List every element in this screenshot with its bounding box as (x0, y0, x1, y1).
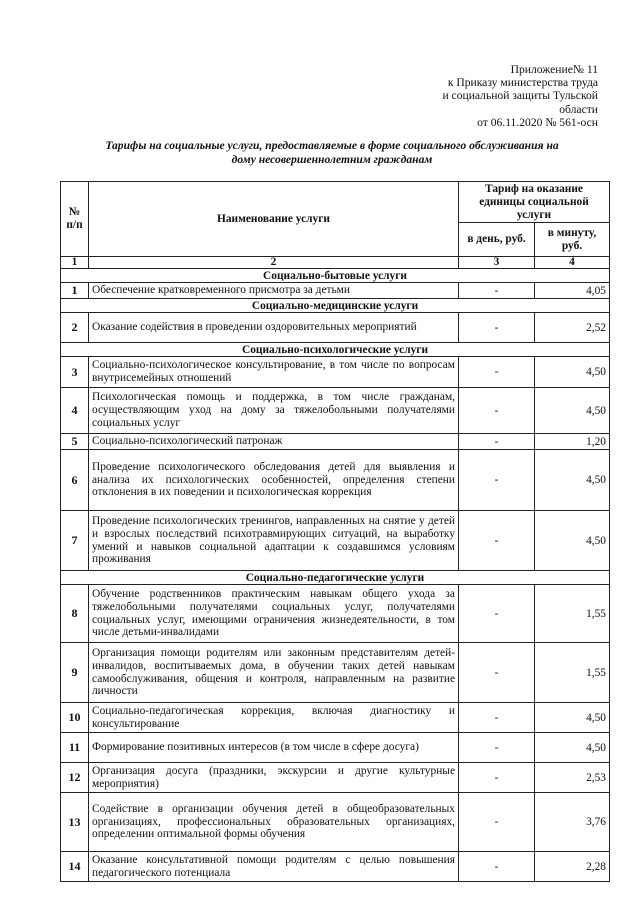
tariff-per-minute: 4,50 (535, 703, 610, 733)
row-number: 1 (61, 283, 89, 299)
row-number: 9 (61, 643, 89, 703)
column-number: 3 (459, 257, 535, 269)
tariff-per-day: - (459, 793, 535, 852)
tariff-per-minute: 1,20 (535, 434, 610, 450)
service-name: Психологическая помощь и поддержка, в том числе гражданам, осуществляющим уход на дому за тяжелобольными получателями социальных услуг (89, 388, 459, 434)
column-numbers-row (61, 257, 610, 269)
service-name: Организация досуга (праздники, экскурсии и другие культурные мероприятия) (89, 763, 459, 793)
tariff-per-day: - (459, 703, 535, 733)
header-tariff: Тариф на оказание единицы социальной услуги (459, 182, 610, 223)
header-per-minute: в минуту, руб. (535, 223, 610, 257)
row-number: 11 (61, 733, 89, 763)
row-number: 7 (61, 511, 89, 571)
tariff-per-day: - (459, 283, 535, 299)
tariff-per-day: - (459, 313, 535, 343)
table-row (61, 511, 610, 571)
table-row (61, 585, 610, 643)
column-number: 2 (89, 257, 459, 269)
section-row (61, 299, 610, 313)
section-row (61, 343, 610, 357)
tariff-per-day: - (459, 852, 535, 882)
service-name: Организация помощи родителям или законным представителям детей-инвалидов, воспитываемых дома, в обучении таких детей навыкам самообслуживания, общения и контроля, направленным на развитие личности (89, 643, 459, 703)
tariff-per-minute: 2,52 (535, 313, 610, 343)
tariff-per-minute: 3,76 (535, 793, 610, 852)
tariff-per-day: - (459, 643, 535, 703)
row-number: 10 (61, 703, 89, 733)
appendix-line: области (559, 102, 598, 116)
row-number: 2 (61, 313, 89, 343)
table-row (61, 434, 610, 450)
column-number: 4 (535, 257, 610, 269)
service-name: Социально-психологическое консультирование, в том числе по вопросам внутрисемейных отношений (89, 357, 459, 388)
table-row (61, 852, 610, 882)
service-name: Формирование позитивных интересов (в том числе в сфере досуга) (89, 733, 459, 763)
section-row (61, 571, 610, 585)
tariff-per-day: - (459, 733, 535, 763)
table-row (61, 283, 610, 299)
service-name: Социально-психологический патронаж (89, 434, 459, 450)
tariff-per-day: - (459, 434, 535, 450)
row-number: 8 (61, 585, 89, 643)
table-row (61, 450, 610, 511)
header-num: № п/п (61, 182, 89, 257)
section-title: Социально-бытовые услуги (61, 269, 610, 283)
tariff-per-day: - (459, 763, 535, 793)
table-row (61, 643, 610, 703)
row-number: 13 (61, 793, 89, 852)
service-name: Содействие в организации обучения детей в общеобразовательных организациях, профессиональных образовательных организациях, определении оптимальной формы обучения (89, 793, 459, 852)
tariff-per-day: - (459, 357, 535, 388)
section-row (61, 269, 610, 283)
title-line: дому несовершеннолетним гражданам (231, 152, 433, 166)
tariff-per-minute: 1,55 (535, 643, 610, 703)
tariff-per-day: - (459, 511, 535, 571)
row-number: 6 (61, 450, 89, 511)
table-row (61, 388, 610, 434)
title-line: Тарифы на социальные услуги, предоставляемые в форме социального обслуживания на (105, 139, 559, 152)
service-name: Оказание содействия в проведении оздоровительных мероприятий (89, 313, 459, 343)
appendix-line: от 06.11.2020 № 561-осн (477, 115, 598, 129)
section-title: Социально-психологические услуги (61, 343, 610, 357)
service-name: Проведение психологических тренингов, направленных на снятие у детей и взрослых последствий психотравмирующих ситуаций, на выработку умений и навыков социальной адаптации к создавшимся условиям проживания (89, 511, 459, 571)
service-name: Социально-педагогическая коррекция, включая диагностику и консультирование (89, 703, 459, 733)
service-name: Обучение родственников практическим навыкам общего ухода за тяжелобольными получателями социальных услуг, получателями социальных услуг, имеющими ограничения жизнедеятельности, в том числе детьми-инвалидами (89, 585, 459, 643)
tariff-per-minute: 1,55 (535, 585, 610, 643)
table-row (61, 793, 610, 852)
section-title: Социально-педагогические услуги (61, 571, 610, 585)
appendix-line: к Приказу министерства труда (447, 76, 598, 90)
tariff-per-minute: 4,50 (535, 450, 610, 511)
header-row (61, 182, 610, 223)
tariff-per-day: - (459, 585, 535, 643)
section-title: Социально-медицинские услуги (61, 299, 610, 313)
tariff-per-minute: 2,28 (535, 852, 610, 882)
table-row (61, 763, 610, 793)
service-name: Проведение психологического обследования детей для выявления и анализа их психологических особенностей, определения степени отклонения в их поведении и психологическая коррекция (89, 450, 459, 511)
row-number: 12 (61, 763, 89, 793)
document-title (72, 139, 592, 166)
tariff-per-minute: 4,05 (535, 283, 610, 299)
tariff-per-day: - (459, 388, 535, 434)
table-row (61, 357, 610, 388)
tariff-per-minute: 4,50 (535, 388, 610, 434)
service-name: Обеспечение кратковременного присмотра за детьми (89, 283, 459, 299)
tariff-per-minute: 2,53 (535, 763, 610, 793)
row-number: 3 (61, 357, 89, 388)
row-number: 4 (61, 388, 89, 434)
column-number: 1 (61, 257, 89, 269)
header-name: Наименование услуги (89, 182, 459, 257)
appendix-header (358, 63, 598, 129)
appendix-line: Приложение№ 11 (510, 63, 598, 76)
tariff-per-day: - (459, 450, 535, 511)
appendix-line: и социальной защиты Тульской (442, 89, 598, 103)
tariff-per-minute: 4,50 (535, 511, 610, 571)
tariff-per-minute: 4,50 (535, 733, 610, 763)
service-name: Оказание консультативной помощи родителям с целью повышения педагогического потенциала (89, 852, 459, 882)
row-number: 5 (61, 434, 89, 450)
header-per-day: в день, руб. (459, 223, 535, 257)
table-row (61, 733, 610, 763)
tariffs-table (60, 181, 610, 882)
tariff-per-minute: 4,50 (535, 357, 610, 388)
row-number: 14 (61, 852, 89, 882)
table-row (61, 313, 610, 343)
table-row (61, 703, 610, 733)
